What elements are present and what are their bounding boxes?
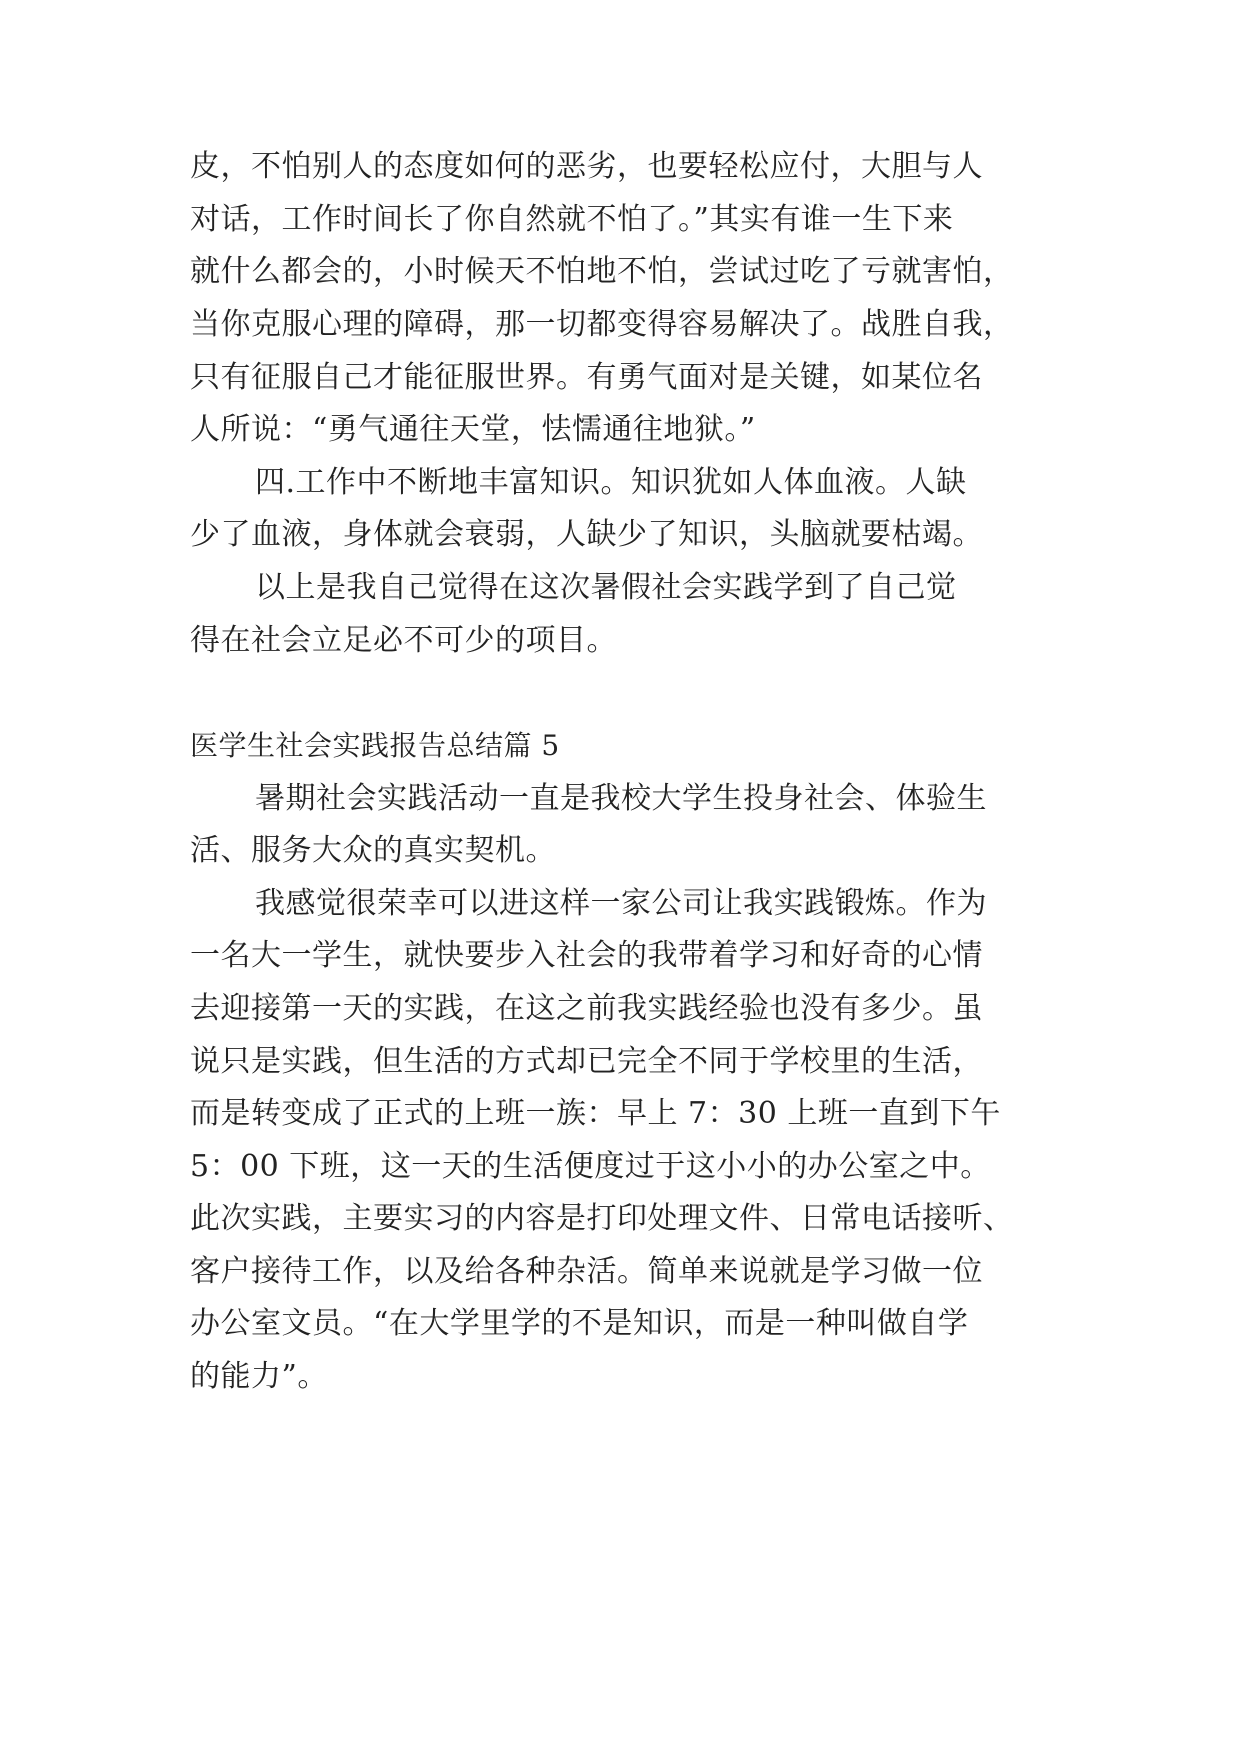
- paragraph-1-line-4: 当你克服心理的障碍，那一切都变得容易解决了。战胜自我，: [190, 307, 1014, 342]
- paragraph-5-line-5: 而是转变成了正式的上班一族：早上 7：30 上班一直到下午: [190, 1096, 1001, 1131]
- paragraph-5-line-3: 去迎接第一天的实践，在这之前我实践经验也没有多少。虽: [190, 991, 983, 1026]
- paragraph-5-line-8: 客户接待工作，以及给各种杂活。简单来说就是学习做一位: [190, 1254, 983, 1289]
- paragraph-5-line-6: 5：00 下班，这一天的生活便度过于这小小的办公室之中。: [190, 1149, 991, 1184]
- paragraph-5-line-2: 一名大一学生，就快要步入社会的我带着学习和好奇的心情: [190, 938, 983, 973]
- paragraph-5-line-1: 我感觉很荣幸可以进这样一家公司让我实践锻炼。作为: [255, 886, 987, 921]
- paragraph-5-line-10: 的能力”。: [190, 1359, 328, 1394]
- paragraph-4-line-2: 活、服务大众的真实契机。: [190, 833, 556, 868]
- paragraph-4-line-1: 暑期社会实践活动一直是我校大学生投身社会、体验生: [255, 781, 987, 816]
- paragraph-1-line-2: 对话，工作时间长了你自然就不怕了。”其实有谁一生下来: [190, 202, 954, 237]
- section-heading: 医学生社会实践报告总结篇 5: [190, 729, 560, 762]
- paragraph-3-line-1: 以上是我自己觉得在这次暑假社会实践学到了自己觉: [255, 570, 957, 605]
- paragraph-2-line-1: 四.工作中不断地丰富知识。知识犹如人体血液。人缺: [255, 465, 967, 500]
- paragraph-1-line-3: 就什么都会的，小时候天不怕地不怕，尝试过吃了亏就害怕，: [190, 254, 1014, 289]
- paragraph-1-line-6: 人所说：“勇气通往天堂，怯懦通往地狱。”: [190, 412, 756, 447]
- paragraph-5-line-4: 说只是实践，但生活的方式却已完全不同于学校里的生活，: [190, 1044, 983, 1079]
- paragraph-3-line-2: 得在社会立足必不可少的项目。: [190, 623, 617, 658]
- paragraph-5-line-9: 办公室文员。“在大学里学的不是知识，而是一种叫做自学: [190, 1306, 969, 1341]
- paragraph-1-line-1: 皮，不怕别人的态度如何的恶劣，也要轻松应付，大胆与人: [190, 149, 983, 184]
- paragraph-2-line-2: 少了血液，身体就会衰弱，人缺少了知识，头脑就要枯竭。: [190, 517, 983, 552]
- paragraph-5-line-7: 此次实践，主要实习的内容是打印处理文件、日常电话接听、: [190, 1201, 1014, 1236]
- paragraph-1-line-5: 只有征服自己才能征服世界。有勇气面对是关键，如某位名: [190, 360, 983, 395]
